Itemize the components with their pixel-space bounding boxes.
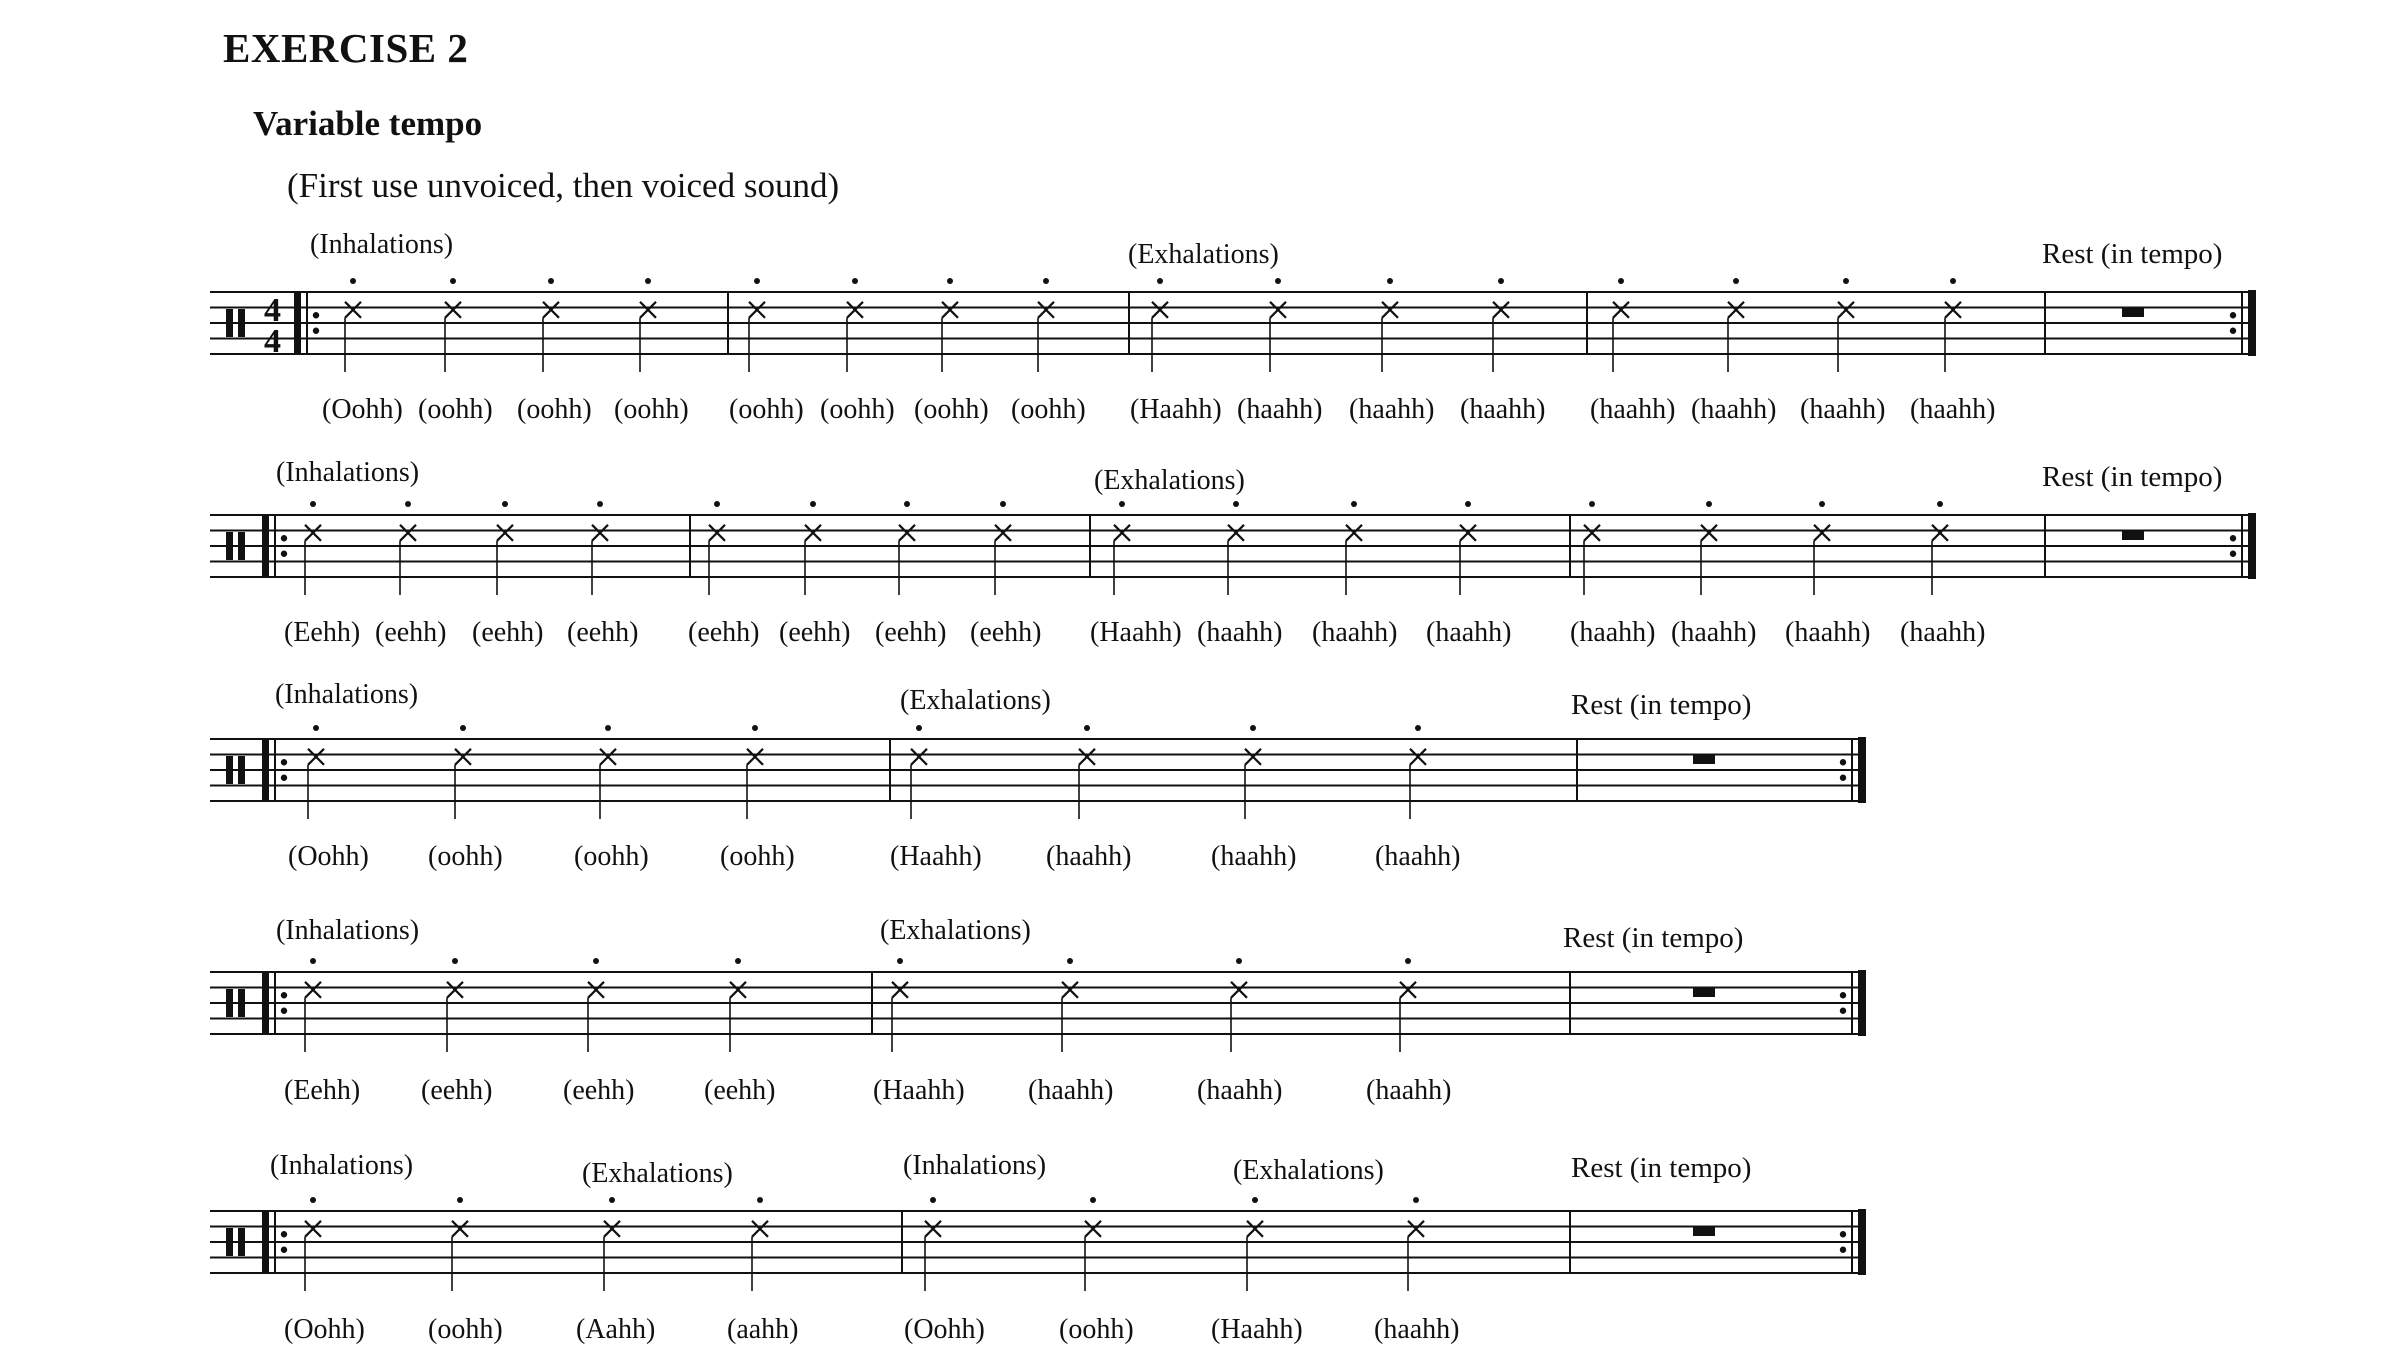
staccato-dot xyxy=(1043,278,1049,284)
staccato-dot xyxy=(457,1197,463,1203)
syllable-label: (Haahh) xyxy=(1130,394,1222,425)
staff-system-4 xyxy=(210,915,1866,1106)
phase-label: (Exhalations) xyxy=(1094,465,1245,496)
percussion-clef xyxy=(226,309,233,337)
percussion-clef xyxy=(238,989,245,1017)
staccato-dot xyxy=(1067,958,1073,964)
syllable-label: (haahh) xyxy=(1590,394,1676,425)
staccato-dot xyxy=(350,278,356,284)
start-repeat-thick xyxy=(262,1211,269,1273)
repeat-dot xyxy=(281,535,287,541)
repeat-dot xyxy=(313,328,319,334)
syllable-label: (haahh) xyxy=(1197,1075,1283,1106)
staccato-dot xyxy=(904,501,910,507)
syllable-label: (haahh) xyxy=(1375,841,1461,872)
staccato-dot xyxy=(1843,278,1849,284)
syllable-label: (oohh) xyxy=(914,394,989,425)
syllable-label: (aahh) xyxy=(727,1314,799,1345)
staccato-dot xyxy=(1157,278,1163,284)
staccato-dot xyxy=(452,958,458,964)
start-repeat-thick xyxy=(294,292,301,354)
syllable-label: (eehh) xyxy=(779,617,851,648)
syllable-label: (Haahh) xyxy=(873,1075,965,1106)
repeat-dot xyxy=(1840,992,1846,998)
staccato-dot xyxy=(1119,501,1125,507)
staccato-dot xyxy=(916,725,922,731)
staccato-dot xyxy=(1236,958,1242,964)
syllable-label: (oohh) xyxy=(720,841,795,872)
rest-label: Rest (in tempo) xyxy=(2042,461,2223,493)
percussion-clef xyxy=(238,756,245,784)
syllable-label: (Haahh) xyxy=(1090,617,1182,648)
end-repeat-thick xyxy=(2248,513,2256,579)
staccato-dot xyxy=(897,958,903,964)
syllable-label: (haahh) xyxy=(1910,394,1996,425)
percussion-clef xyxy=(238,309,245,337)
staccato-dot xyxy=(609,1197,615,1203)
syllable-label: (Haahh) xyxy=(1211,1314,1303,1345)
staccato-dot xyxy=(645,278,651,284)
percussion-clef xyxy=(238,1228,245,1256)
staccato-dot xyxy=(597,501,603,507)
phase-label: (Inhalations) xyxy=(310,229,454,260)
staccato-dot xyxy=(310,501,316,507)
percussion-clef xyxy=(226,1228,233,1256)
staccato-dot xyxy=(548,278,554,284)
repeat-dot xyxy=(2230,535,2236,541)
syllable-label: (haahh) xyxy=(1671,617,1757,648)
rest-label: Rest (in tempo) xyxy=(1571,689,1752,721)
repeat-dot xyxy=(1840,759,1846,765)
syllable-label: (oohh) xyxy=(428,1314,503,1345)
staccato-dot xyxy=(1413,1197,1419,1203)
staccato-dot xyxy=(1387,278,1393,284)
syllable-label: (eehh) xyxy=(421,1075,493,1106)
staccato-dot xyxy=(502,501,508,507)
syllable-label: (oohh) xyxy=(614,394,689,425)
repeat-dot xyxy=(1840,1231,1846,1237)
syllable-label: (oohh) xyxy=(1011,394,1086,425)
repeat-dot xyxy=(1840,1247,1846,1253)
staccato-dot xyxy=(405,501,411,507)
syllable-label: (haahh) xyxy=(1211,841,1297,872)
whole-rest xyxy=(1693,755,1715,764)
syllable-label: (eehh) xyxy=(472,617,544,648)
staccato-dot xyxy=(1706,501,1712,507)
syllable-label: (haahh) xyxy=(1028,1075,1114,1106)
percussion-clef xyxy=(226,756,233,784)
syllable-label: (haahh) xyxy=(1785,617,1871,648)
staccato-dot xyxy=(1415,725,1421,731)
syllable-label: (Eehh) xyxy=(284,1075,361,1106)
phase-label: (Inhalations) xyxy=(903,1150,1047,1181)
syllable-label: (Oohh) xyxy=(904,1314,985,1345)
syllable-label: (oohh) xyxy=(1059,1314,1134,1345)
phase-label: (Exhalations) xyxy=(900,685,1051,716)
staccato-dot xyxy=(605,725,611,731)
start-repeat-thick xyxy=(262,515,269,577)
syllable-label: (oohh) xyxy=(428,841,503,872)
syllable-label: (haahh) xyxy=(1349,394,1435,425)
phase-label: (Inhalations) xyxy=(270,1150,414,1181)
rest-label: Rest (in tempo) xyxy=(2042,238,2223,270)
syllable-label: (eehh) xyxy=(563,1075,635,1106)
syllable-label: (eehh) xyxy=(970,617,1042,648)
staccato-dot xyxy=(752,725,758,731)
syllable-label: (Oohh) xyxy=(322,394,403,425)
staccato-dot xyxy=(757,1197,763,1203)
time-signature-top: 4 xyxy=(264,292,281,329)
staccato-dot xyxy=(1405,958,1411,964)
staccato-dot xyxy=(1937,501,1943,507)
staff-system-1 xyxy=(210,229,2256,425)
syllable-label: (eehh) xyxy=(567,617,639,648)
staccato-dot xyxy=(1819,501,1825,507)
syllable-label: (haahh) xyxy=(1197,617,1283,648)
staccato-dot xyxy=(1498,278,1504,284)
repeat-dot xyxy=(2230,551,2236,557)
repeat-dot xyxy=(281,1247,287,1253)
syllable-label: (haahh) xyxy=(1237,394,1323,425)
syllable-label: (oohh) xyxy=(729,394,804,425)
syllable-label: (haahh) xyxy=(1800,394,1886,425)
staccato-dot xyxy=(754,278,760,284)
staccato-dot xyxy=(1252,1197,1258,1203)
staccato-dot xyxy=(1950,278,1956,284)
rest-label: Rest (in tempo) xyxy=(1571,1152,1752,1184)
syllable-label: (Eehh) xyxy=(284,617,361,648)
syllable-label: (eehh) xyxy=(875,617,947,648)
staccato-dot xyxy=(1084,725,1090,731)
staccato-dot xyxy=(1275,278,1281,284)
staccato-dot xyxy=(450,278,456,284)
syllable-label: (Aahh) xyxy=(576,1314,656,1345)
repeat-dot xyxy=(313,312,319,318)
staccato-dot xyxy=(1589,501,1595,507)
staccato-dot xyxy=(735,958,741,964)
syllable-label: (eehh) xyxy=(375,617,447,648)
syllable-label: (haahh) xyxy=(1900,617,1986,648)
percussion-clef xyxy=(226,989,233,1017)
time-signature-bottom: 4 xyxy=(264,323,281,360)
exercise-instruction: (First use unvoiced, then voiced sound) xyxy=(287,166,840,205)
phase-label: (Exhalations) xyxy=(1233,1155,1384,1186)
staccato-dot xyxy=(310,958,316,964)
percussion-clef xyxy=(238,532,245,560)
whole-rest xyxy=(2122,531,2144,540)
staccato-dot xyxy=(460,725,466,731)
phase-label: (Inhalations) xyxy=(275,679,419,710)
repeat-dot xyxy=(1840,775,1846,781)
syllable-label: (oohh) xyxy=(820,394,895,425)
staccato-dot xyxy=(1465,501,1471,507)
whole-rest xyxy=(1693,1227,1715,1236)
syllable-label: (haahh) xyxy=(1366,1075,1452,1106)
syllable-label: (oohh) xyxy=(418,394,493,425)
rest-label: Rest (in tempo) xyxy=(1563,922,1744,954)
staccato-dot xyxy=(1233,501,1239,507)
repeat-dot xyxy=(1840,1008,1846,1014)
repeat-dot xyxy=(281,1008,287,1014)
phase-label: (Inhalations) xyxy=(276,457,420,488)
phase-label: (Exhalations) xyxy=(1128,239,1279,270)
syllable-label: (Oohh) xyxy=(288,841,369,872)
repeat-dot xyxy=(281,1231,287,1237)
syllable-label: (oohh) xyxy=(517,394,592,425)
repeat-dot xyxy=(281,775,287,781)
syllable-label: (haahh) xyxy=(1374,1314,1460,1345)
phase-label: (Exhalations) xyxy=(582,1158,733,1189)
staff-system-3 xyxy=(210,679,1866,872)
repeat-dot xyxy=(2230,312,2236,318)
staccato-dot xyxy=(930,1197,936,1203)
syllable-label: (haahh) xyxy=(1046,841,1132,872)
percussion-clef xyxy=(226,532,233,560)
staccato-dot xyxy=(1250,725,1256,731)
start-repeat-thick xyxy=(262,972,269,1034)
repeat-dot xyxy=(281,992,287,998)
syllable-label: (haahh) xyxy=(1426,617,1512,648)
staccato-dot xyxy=(1351,501,1357,507)
phase-label: (Inhalations) xyxy=(276,915,420,946)
staccato-dot xyxy=(593,958,599,964)
exercise-title: EXERCISE 2 xyxy=(223,25,469,71)
syllable-label: (haahh) xyxy=(1691,394,1777,425)
staccato-dot xyxy=(852,278,858,284)
staccato-dot xyxy=(1733,278,1739,284)
syllable-label: (Oohh) xyxy=(284,1314,365,1345)
whole-rest xyxy=(1693,988,1715,997)
end-repeat-thick xyxy=(2248,290,2256,356)
syllable-label: (eehh) xyxy=(704,1075,776,1106)
staccato-dot xyxy=(1090,1197,1096,1203)
staccato-dot xyxy=(313,725,319,731)
repeat-dot xyxy=(281,551,287,557)
staccato-dot xyxy=(1618,278,1624,284)
exercise-subtitle: Variable tempo xyxy=(253,104,483,143)
syllable-label: (haahh) xyxy=(1312,617,1398,648)
staccato-dot xyxy=(310,1197,316,1203)
staccato-dot xyxy=(810,501,816,507)
end-repeat-thick xyxy=(1858,970,1866,1036)
staff-system-2 xyxy=(210,457,2256,648)
staccato-dot xyxy=(1000,501,1006,507)
syllable-label: (eehh) xyxy=(688,617,760,648)
end-repeat-thick xyxy=(1858,737,1866,803)
syllable-label: (oohh) xyxy=(574,841,649,872)
repeat-dot xyxy=(2230,328,2236,334)
staccato-dot xyxy=(714,501,720,507)
staff-system-5 xyxy=(210,1150,1866,1345)
start-repeat-thick xyxy=(262,739,269,801)
syllable-label: (haahh) xyxy=(1460,394,1546,425)
phase-label: (Exhalations) xyxy=(880,915,1031,946)
staccato-dot xyxy=(947,278,953,284)
repeat-dot xyxy=(281,759,287,765)
syllable-label: (Haahh) xyxy=(890,841,982,872)
syllable-label: (haahh) xyxy=(1570,617,1656,648)
whole-rest xyxy=(2122,308,2144,317)
end-repeat-thick xyxy=(1858,1209,1866,1275)
